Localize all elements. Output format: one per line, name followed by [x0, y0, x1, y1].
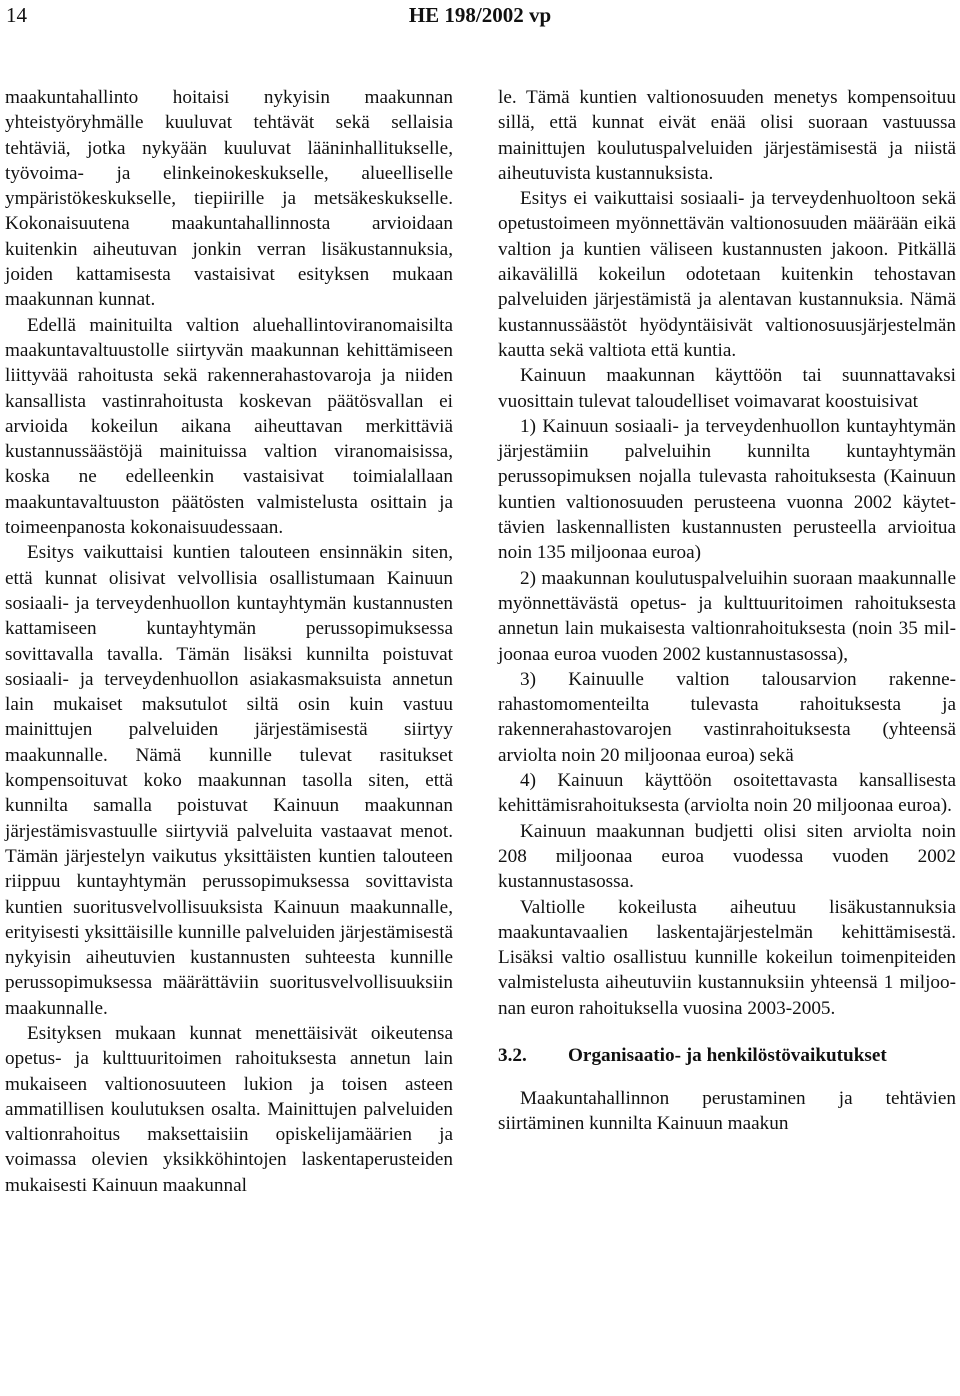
- paragraph: Valtiolle kokeilusta aiheutuu lisäkustannuksia maakuntavaalien laskentajärjestelmän kehittämisestä. Lisäksi valtio osallistuu kunnille kokeilun toimenpiteiden valmistelusta aiheutuviin kustannuksiin yhteensä 1 miljoonan euron rahoituksella vuosina 2003-2005.: [498, 896, 956, 1019]
- page-header: [0, 0, 960, 40]
- paragraph: Esitys vaikuttaisi kuntien talouteen ensinnäkin siten, että kunnat olisivat velvollisia osallistumaan Kainuun sosiaali- ja terveydenhuollon kuntayhtymän kustannusten kattamiseen kuntayhtymän perussopimuksessa sovittavalla tavalla. Tämän lisäksi kunnilta poistuvat sosiaali- ja terveydenhuollon asiakasmaksuista annetun lain mukaiset maksutulot siltä osin kuin vastuu mainittujen palveluiden järjestämisestä siirtyy maakunnalle. Nämä kunnille tulevat rasitukset kompensoituvat koko maakunnan tasolla siten, että kunnilta samalla poistuvat Kainuun maakunnan järjestämisvastuulle siirtyviä palveluita vastaavat menot. Tämän järjestelyn vaikutus yksittäisten kuntien talouteen riippuu kuntayhtymän perussopimuksessa sovittavista kuntien suoritusvelvollisuuksista Kainuun maakunnalle, erityisesti yksittäisille kunnille palveluiden järjestämisestä nykyisin aiheutuvien kustannusten suhteesta kunnille perussopimuksessa määrättäviin suoritusvelvollisuuksiin maakunnalle.: [5, 542, 453, 1019]
- paragraph: maakuntahallinto hoitaisi nykyisin maakunnan yhteistyöryhmälle kuuluvat tehtävät sekä sellaisia tehtäviä, jotka nykyään kuuluvat lääninhallitukselle, työvoima- ja elinkeinokeskukselle, alueelliselle ympäristökeskukselle, tiepiirille ja metsäkeskukselle. Kokonaisuutena maakuntahallinnosta arvioidaan kuitenkin aiheutuvan jonkin verran lisäkustannuksia, joiden kattamisesta vastaisivat esityksen mukaan maakunnan kunnat.: [5, 87, 453, 311]
- paragraph: Edellä mainituilta valtion aluehallintoviranomaisilta maakuntavaltuustolle siirtyvän maakunnan kehittämiseen liittyvää rahoitusta sekä rakennerahastovaroja ja niiden kansallista vastinrahoitusta koskevan päätösvallan ei arvioida kokeilun aikana aiheuttavan merkittäviä kustannussäästöjä mainituissa valtion viranomaisissa, koska ne edelleenkin vastaisivat toimialallaan maakuntavaltuuston päätösten valmistelusta osittain ja toimeenpanosta kokonaisuudessaan.: [5, 314, 453, 539]
- paragraph: Maakuntahallinnon perustaminen ja tehtävien siirtäminen kunnilta Kainuun maakun: [498, 1087, 956, 1135]
- paragraph: Esityksen mukaan kunnat menettäisivät oikeutensa opetus- ja kulttuuritoimen rahoituksesta annetun lain mukaiseen valtionosuuteen lukion ja toisen asteen ammatillisen koulutuksen osalta. Mainittujen palveluiden valtionrahoitus maksettaisiin opiskelijamäärien ja voimassa olevien yksikköhintojen laskentaperusteiden mukaisesti Kainuun maakunnal: [5, 1022, 453, 1196]
- list-item: 2) maakunnan koulutuspalveluihin suoraan maakunnalle myönnettävästä opetus- ja kulttuuritoimen rahoituksesta annetun lain mukaisesta valtionrahoituksesta (noin 35 miljoonaa euroa vuoden 2002 kustannustasossa),: [498, 567, 956, 665]
- document-id: HE 198/2002 vp: [408, 3, 552, 27]
- list-item: 4) Kainuun käyttöön osoitettavasta kansallisesta kehittämisrahoituksesta (arviolta noin 20 miljoonaa euroa).: [498, 770, 956, 817]
- section-title: Organisaatio- ja henkilöstövaikutukset: [568, 1044, 887, 1066]
- list-item: 3) Kainuulle valtion talousarvion rakennerahastomomenteilta tulevasta rahoituksesta ja rakennerahastovarojen vastinrahoituksesta (yhteensä arviolta noin 20 miljoonaa euroa) sekä: [498, 668, 956, 766]
- paragraph: le. Tämä kuntien valtionosuuden menetys kompensoituu sillä, että kunnat eivät enää olisi suoraan vastuussa mainittujen koulutuspalveluiden järjestämisestä ja niistä aiheutuvista kustannuksista.: [498, 87, 956, 184]
- section-heading: [498, 1043, 956, 1068]
- paragraph: Kainuun maakunnan käyttöön tai suunnattavaksi vuosittain tulevat taloudelliset voimavarat koostuisivat: [498, 365, 956, 412]
- left-column: [5, 85, 453, 1198]
- right-column: [498, 85, 956, 1137]
- page-number: 14: [6, 3, 27, 27]
- list-item: 1) Kainuun sosiaali- ja terveydenhuollon kuntayhtymän järjestämiin palveluihin kunnilta kuntayhtymän perussopimuksen nojalla tulevasta rahoituksesta (Kainuun kuntien valtionosuuden perusteena vuonna 2002 käytettävien laskennallisten kustannusten perusteella arvioitua noin 135 miljoonaa euroa): [498, 415, 956, 564]
- paragraph: Esitys ei vaikuttaisi sosiaali- ja terveydenhuoltoon sekä opetustoimeen myönnettävän valtionosuuden määrään eikä valtion ja kuntien väliseen kustannusten jakoon. Pitkällä aikavälillä kokeilun odotetaan kuitenkin tehostavan palveluiden järjestämistä ja alentavan kustannuksia. Nämä kustannussäästöt hyödyntäisivät valtionosuusjärjestelmän kautta sekä valtiota että kuntia.: [498, 188, 956, 361]
- section-number: 3.2.: [498, 1044, 527, 1066]
- paragraph: Kainuun maakunnan budjetti olisi siten arviolta noin 208 miljoonaa euroa vuodessa vuoden 2002 kustannustasossa.: [498, 820, 956, 893]
